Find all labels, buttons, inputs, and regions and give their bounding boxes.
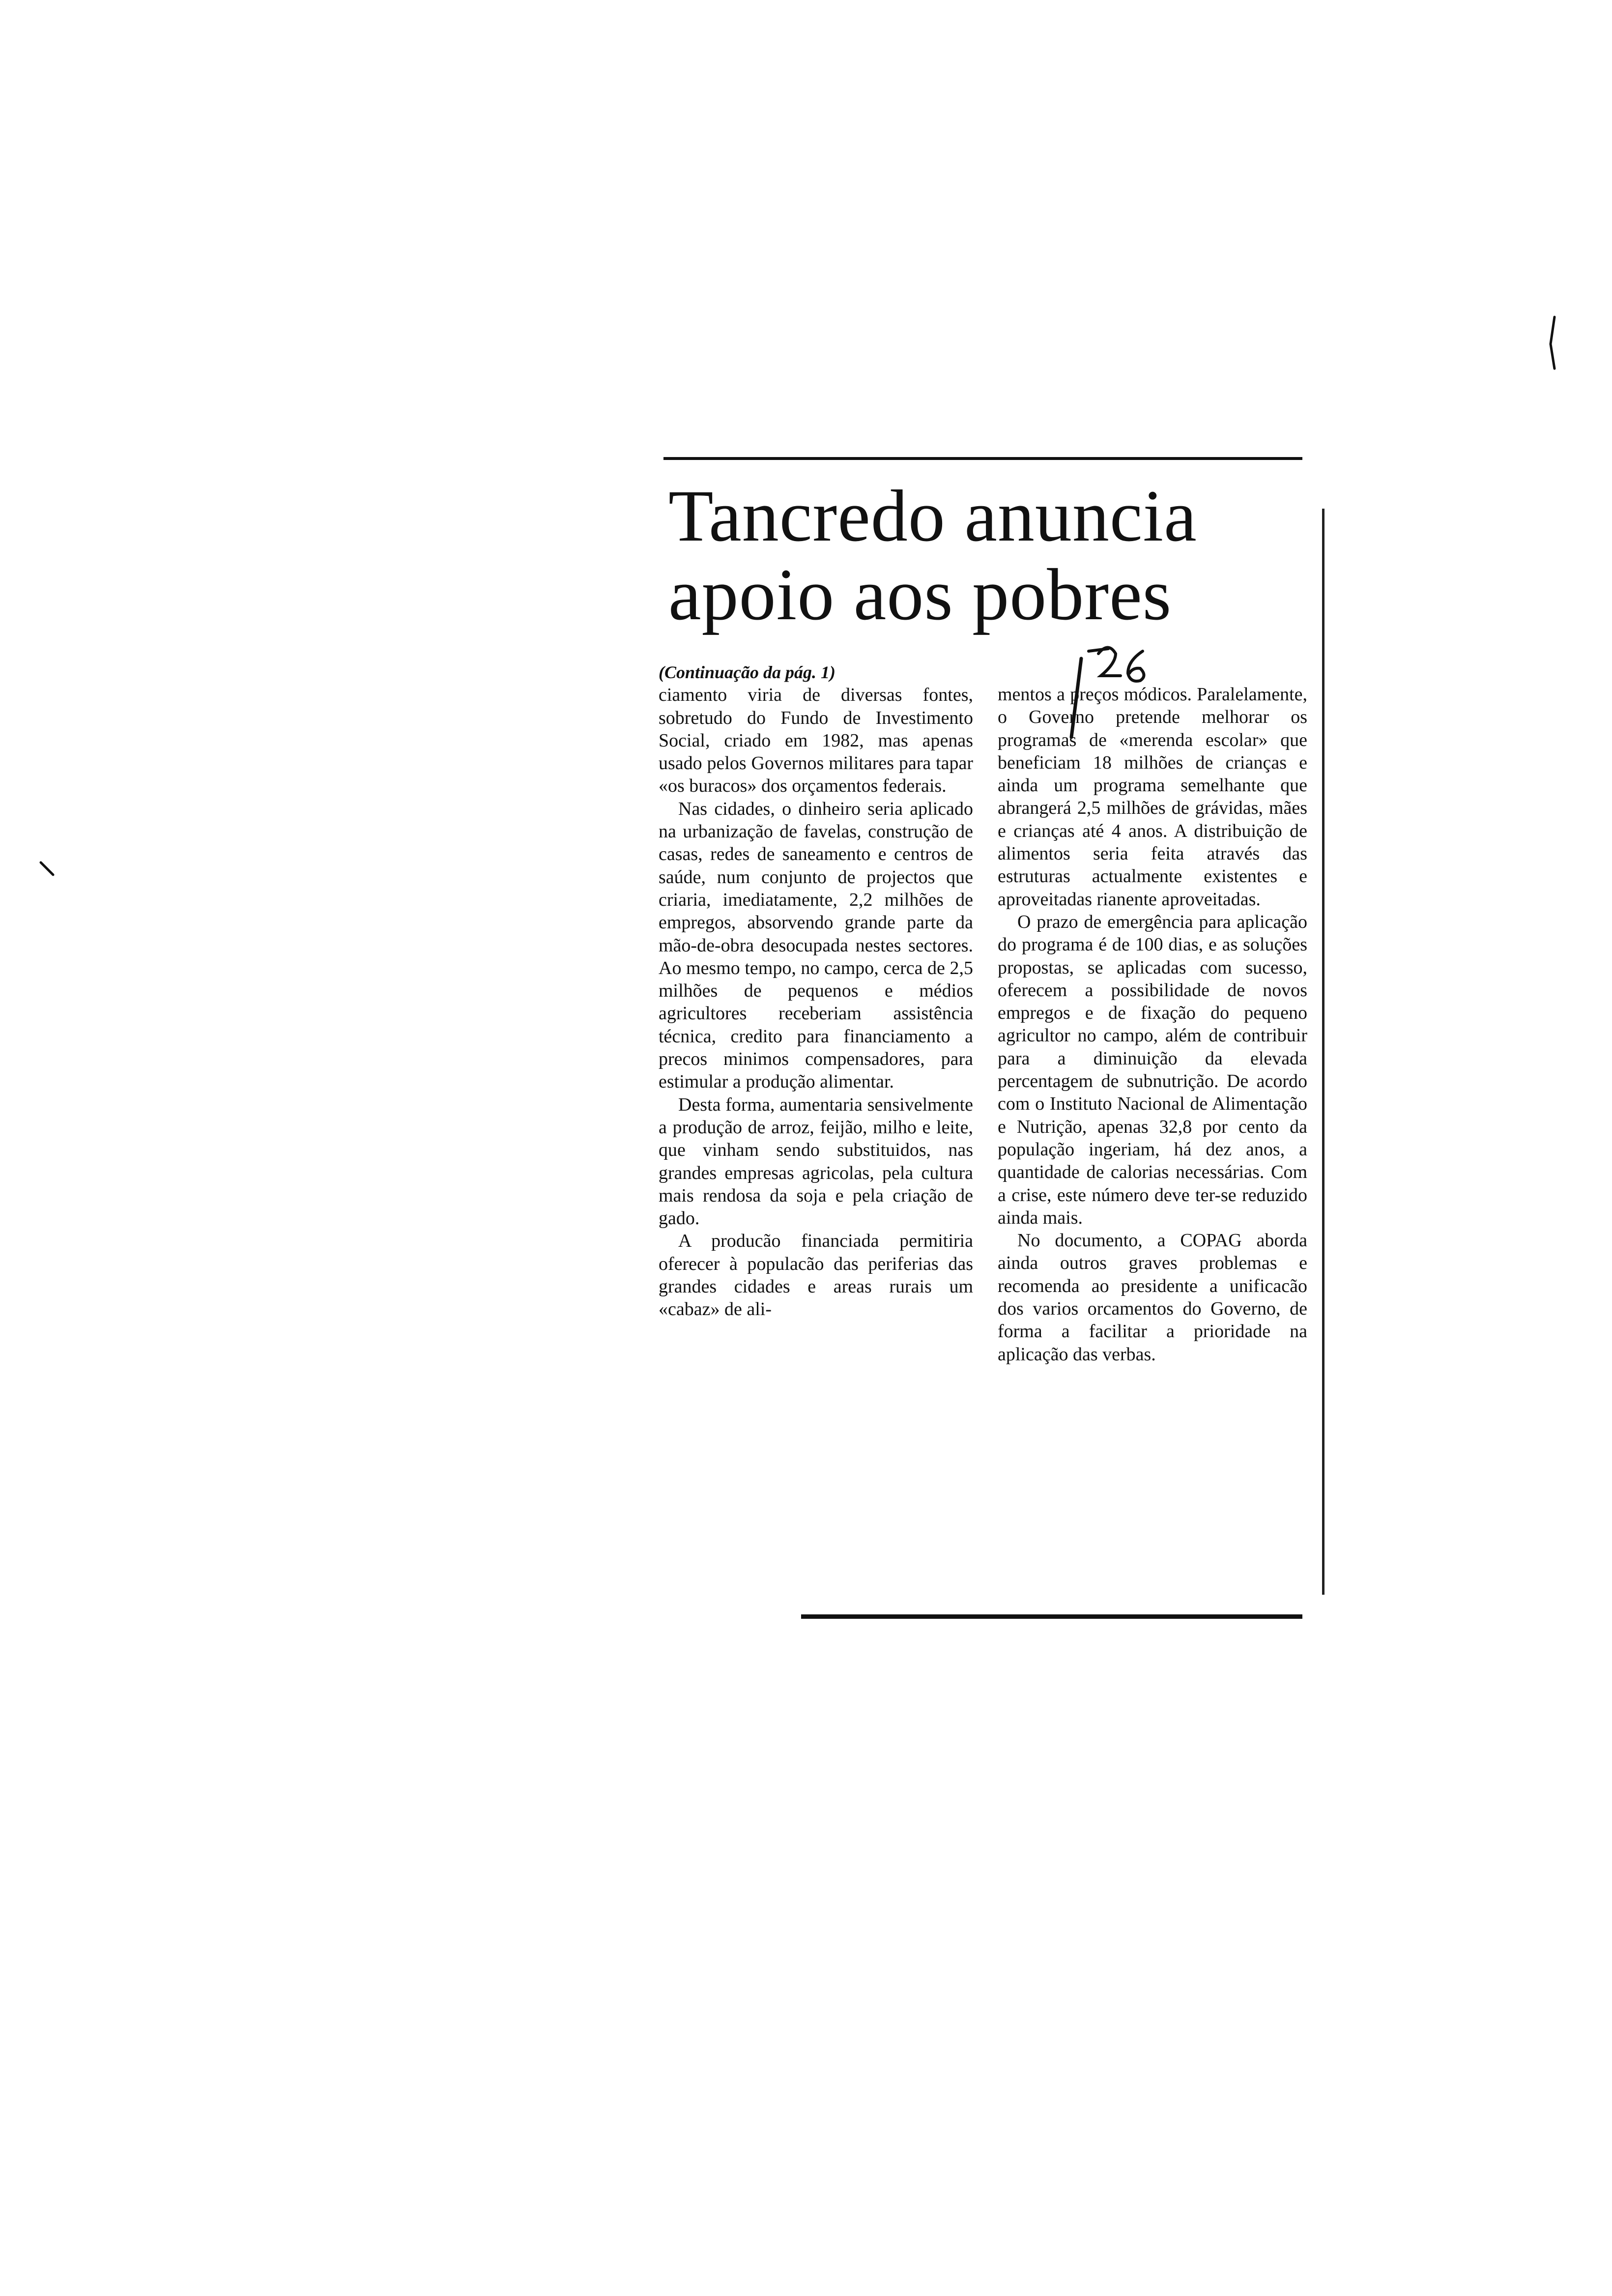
paragraph: Desta forma, aumentaria sensivelmente a produção de arroz, feijão, milho e leite, que vinham sendo substituidos, nas grandes empresas agricolas, pela cultura mais rendosa da soja e pela criação de gado. <box>659 1094 973 1229</box>
paragraph: O prazo de emergência para aplicação do programa é de 100 dias, e as soluções propostas, se aplicadas com sucesso, oferecem a possibilidade de novos empregos e de fixação do pequeno agricultor no campo, além de contribuir para a diminuição da elevada percentagem de subnutrição. De acordo com o Instituto Nacional de Alimentação e Nutrição, apenas 32,8 por cento da população ingeriam, há dez anos, a quantidade de calorias necessárias. Com a crise, este número deve ter-se reduzido ainda mais. <box>998 911 1307 1228</box>
paragraph: ciamento viria de diversas fontes, sobretudo do Fundo de Investimento Social, criado em 1982, mas apenas usado pelos Governos militares para tapar «os buracos» dos orçamentos federais. <box>659 685 973 797</box>
paragraph: Nas cidades, o dinheiro seria aplicado na urbanização de favelas, construção de casas, redes de saneamento e centros de saúde, num conjunto de projectos que criaria, imediatamente, 2,2 milhões de empregos, absorvendo grande parte da mão-de-obra desocupada nestes sectores. Ao mesmo tempo, no campo, cerca de 2,5 milhões de pequenos e médios agricultores receberiam assistência técnica, credito para financiamento a precos minimos compensadores, para estimular a produção alimentar. <box>659 798 973 1092</box>
top-rule <box>663 457 1302 460</box>
left-column <box>659 661 973 1321</box>
stray-mark <box>38 860 58 880</box>
right-column <box>998 683 1307 1366</box>
continuation-note: (Continuação da pág. 1) <box>659 662 836 682</box>
bottom-rule <box>801 1614 1302 1619</box>
right-rule <box>1322 509 1324 1595</box>
paragraph: No documento, a COPAG aborda ainda outros graves problemas e recomenda ao presidente a unificacão dos varios orcamentos do Governo, de forma a facilitar a prioridade na aplicação das verbas. <box>998 1230 1307 1365</box>
paragraph: mentos a preços módicos. Paralelamente, o Governo pretende melhorar os programas de «merenda escolar» que beneficiam 18 milhões de crianças e ainda um programa semelhante que abrangerá 2,5 milhões de grávidas, mães e crianças até 4 anos. A distribuição de alimentos seria feita através das estruturas actualmente existentes e aproveitadas rianente aproveitadas. <box>998 684 1307 910</box>
paragraph: A producão financiada permitiria oferecer à populacão das periferias das grandes cidades e areas rurais um «cabaz» de ali- <box>659 1231 973 1320</box>
newspaper-clipping <box>634 457 1332 1636</box>
headline: Tancredo anuncia apoio aos pobres <box>668 475 1197 635</box>
stray-mark <box>1546 315 1560 373</box>
